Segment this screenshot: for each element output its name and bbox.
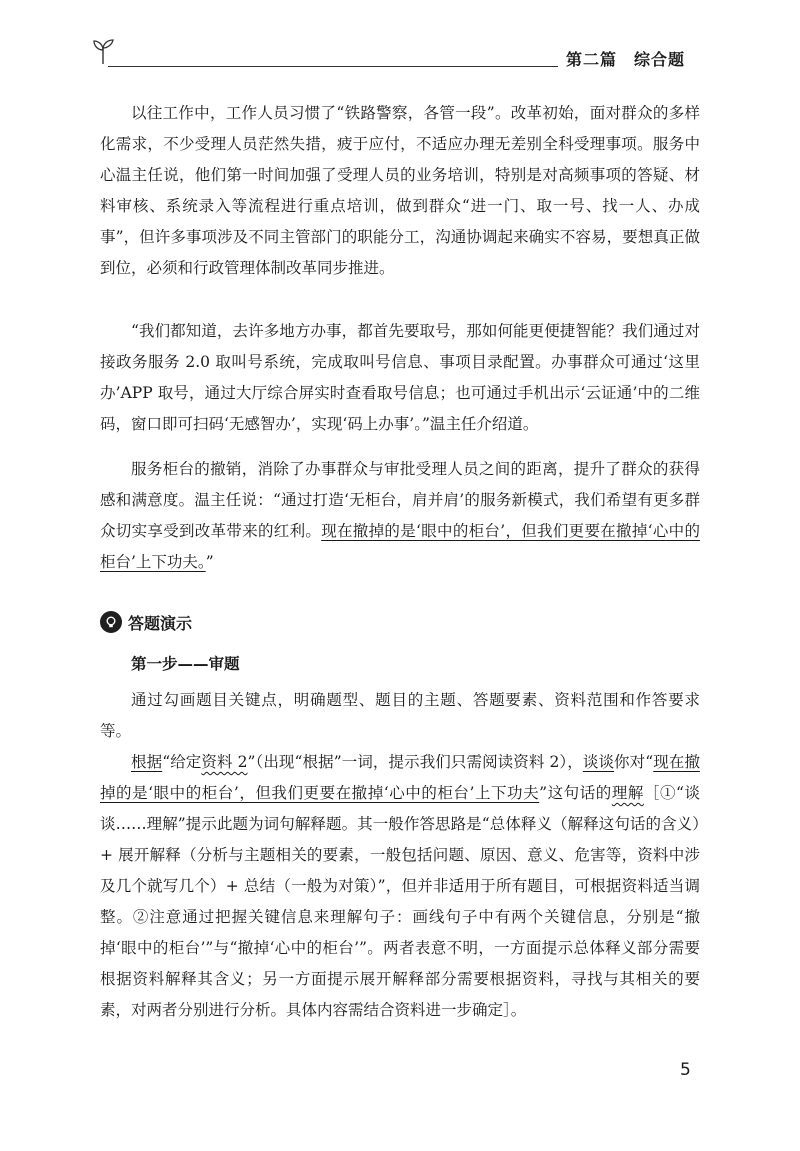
- section-title: 答题演示: [128, 613, 193, 633]
- analysis-text: “给定: [162, 753, 202, 771]
- header-rule: [108, 66, 558, 67]
- step-heading: 第一步——审题: [131, 655, 240, 673]
- analysis-text: ［①“谈谈……理解”提示此题为词句解释题。其一般作答思路是“总体释义（解释这句话的含义）+ 展开解释（分析与主题相关的要素，一般包括问题、原因、意义、危害等，资料中涉及几个就写几个）+ 总结（一般为对策）”，但并非适用于所有题目，可根据资料适当调整。②注意通过把握关键信息来理解句子：画线句子中有两个关键信息，分别是“撤掉‘眼中的柜台’”与“撤掉‘心中的柜台’”。两者表意不明，一方面提示总体释义部分需要根据资料解释其含义；另一方面提示展开解释部分需要根据资料，寻找与其相关的要素，对两者分别进行分析。具体内容需结合资料进一步确定］。: [100, 784, 700, 1019]
- analysis-paragraph: [100, 747, 700, 1026]
- lightbulb-icon: [100, 611, 122, 633]
- material-paragraph-1: 以往工作中，工作人员习惯了“铁路警察，各管一段”。改革初始，面对群众的多样化需求，不少受理人员茫然失措，疲于应付，不适应办理无差别全科受理事项。服务中心温主任说，他们第一时间加强了受理人员的业务培训，特别是对高频事项的答疑、材料审核、系统录入等流程进行重点培训，做到群众“进一门、取一号、找一人、办成事”，但许多事项涉及不同主管部门的职能分工，沟通协调起来确实不容易，要想真正做到位，必须和行政管理体制改革同步推进。: [100, 104, 700, 277]
- sprout-icon: [88, 36, 118, 66]
- keyword-underlined: 谈谈: [582, 753, 615, 771]
- paragraph-text: ”: [205, 553, 214, 571]
- material-paragraph-2: “我们都知道，去许多地方办事，都首先要取号，那如何能更便捷智能？我们通过对接政务服务 2.0 取叫号系统，完成取叫号信息、事项目录配置。办事群众可通过‘这里办’APP 取号，通过大厅综合屏实时查看取号信息；也可通过手机出示‘云证通’中的二维码，窗口即可扫码‘无感智办’，实现‘码上办事’。”温主任介绍道。: [100, 322, 700, 433]
- chapter-title: 第二篇 综合题: [566, 50, 686, 69]
- page-number: 5: [680, 1060, 691, 1080]
- keyword-wavy: 理解: [611, 784, 644, 802]
- analysis-text: ”（出现“根据”一词，提示我们只需阅读资料 2），: [247, 753, 583, 771]
- section-heading: [100, 609, 192, 635]
- step-description: 通过勾画题目关键点，明确题型、题目的主题、答题要素、资料范围和作答要求等。: [100, 691, 700, 740]
- material-paragraph-3: [100, 454, 700, 578]
- keyword-wavy: 资料 2: [201, 753, 248, 771]
- keyword-underlined: 根据: [131, 753, 163, 771]
- analysis-text: 你对“: [614, 753, 654, 771]
- key-sentence-underlined: 现在撤掉的是‘眼中的柜台’，但我们更要在撤掉‘心中的柜台’上下功夫: [100, 753, 700, 802]
- paragraph-text: 服务柜台的撤销，消除了办事群众与审批受理人员之间的距离，提升了群众的获得感和满意度。温主任说：“通过打造‘无柜台，肩并肩’的服务新模式，我们希望有更多群众切实享受到改革带来的红利。: [100, 460, 700, 540]
- analysis-text: ”这句话的: [539, 784, 612, 802]
- underlined-key-sentence: 现在撤掉的是‘眼中的柜台’，但我们更要在撤掉‘心中的柜台’上下功夫。: [100, 522, 700, 571]
